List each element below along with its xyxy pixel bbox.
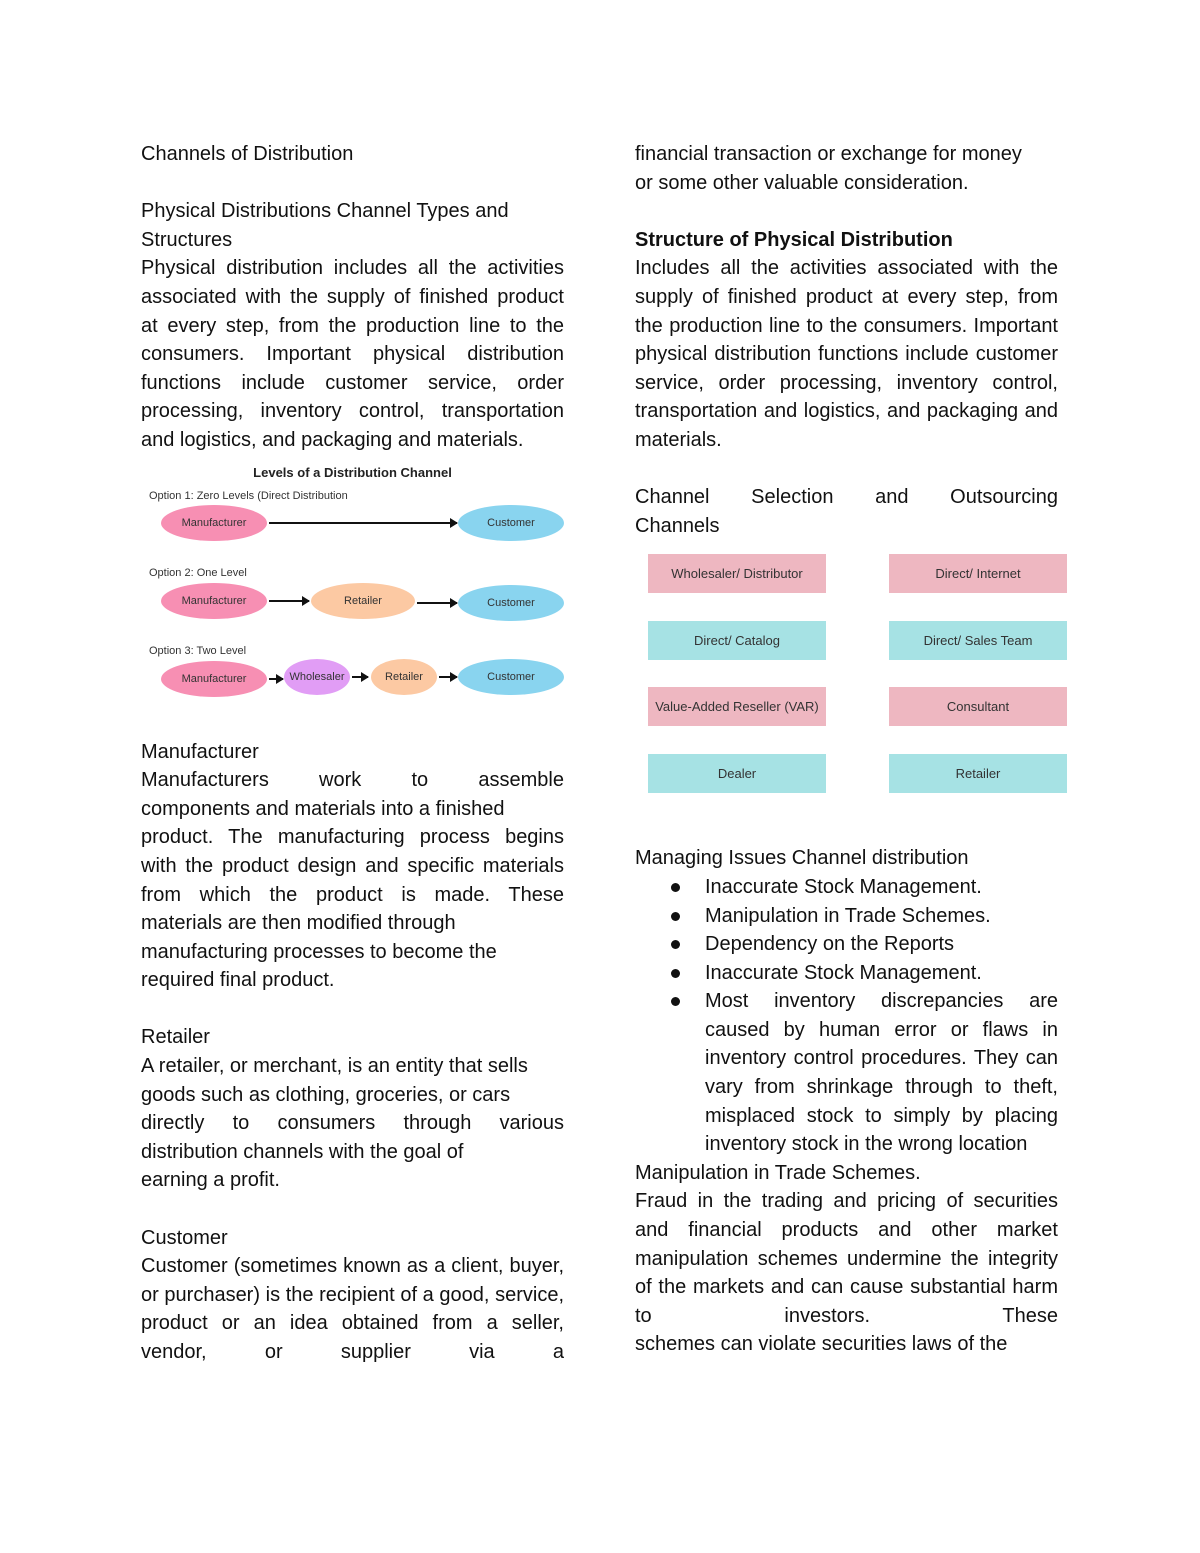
channel-box: Value-Added Reseller (VAR) xyxy=(648,687,826,726)
diagram-manufacturer-node: Manufacturer xyxy=(161,505,267,541)
diagram-arrow xyxy=(352,676,368,678)
structure-heading: Structure of Physical Distribution xyxy=(635,228,953,251)
diagram-option-3-label: Option 3: Two Level xyxy=(149,644,247,657)
manufacturer-body-line: components and materials into a finished xyxy=(141,797,505,820)
channel-box: Direct/ Sales Team xyxy=(889,621,1067,660)
channel-box: Wholesaler/ Distributor xyxy=(648,554,826,593)
issue-item: Most inventory discrepancies are caused by human error or flaws in inventory control procedures. They can vary from shrinkage through to theft, misplaced stock to simply by placing inventory stock in the wrong location xyxy=(635,987,1058,1159)
manipulation-heading: Manipulation in Trade Schemes. xyxy=(635,1161,921,1184)
distribution-levels-diagram xyxy=(141,465,564,720)
manufacturer-body: product. The manufacturing process begins with the product design and specific materials from which the product is made. These materials are then modified through xyxy=(141,826,564,935)
manufacturer-body-line: manufacturing processes to become the xyxy=(141,940,497,963)
issue-item: Inaccurate Stock Management. xyxy=(635,959,1058,988)
diagram-customer-node: Customer xyxy=(458,505,564,541)
diagram-arrow xyxy=(439,676,457,678)
physical-distribution-body: Physical distribution includes all the activities associated with the supply of finished product at every step, from the production line to the consumers. Important physical distribution functions include customer service, order processing, inventory control, transportation and logistics, and packaging and materials. xyxy=(141,257,564,451)
diagram-manufacturer-node: Manufacturer xyxy=(161,583,267,619)
customer-heading: Customer xyxy=(141,1226,228,1249)
diagram-retailer-node: Retailer xyxy=(371,659,437,695)
left-column xyxy=(141,140,564,1367)
channel-box: Direct/ Catalog xyxy=(648,621,826,660)
issue-item: Manipulation in Trade Schemes. xyxy=(635,902,1058,931)
diagram-title: Levels of a Distribution Channel xyxy=(253,464,452,480)
manipulation-body: Fraud in the trading and pricing of securities and financial products and other market manipulation schemes undermine the integrity of the markets and can cause substantial harm to investors. These xyxy=(635,1190,1058,1327)
customer-body-continuation: or some other valuable consideration. xyxy=(635,171,969,194)
retailer-body-line: A retailer, or merchant, is an entity that sells xyxy=(141,1055,528,1078)
diagram-manufacturer-node: Manufacturer xyxy=(161,661,267,697)
manipulation-body-end: schemes can violate securities laws of the xyxy=(635,1333,1008,1356)
retailer-heading: Retailer xyxy=(141,1026,210,1049)
channel-box: Retailer xyxy=(889,754,1067,793)
channel-box: Dealer xyxy=(648,754,826,793)
diagram-wholesaler-node: Wholesaler xyxy=(284,659,350,695)
diagram-arrow xyxy=(269,600,309,602)
right-column xyxy=(635,140,1058,1359)
section-heading-physical-distribution: Physical Distributions Channel Types and xyxy=(141,200,509,223)
channel-selection-heading-cont: Channels xyxy=(635,514,720,537)
customer-body: Customer (sometimes known as a client, buyer, or purchaser) is the recipient of a good, service, product or an idea obtained from a seller, vendor, or supplier via a xyxy=(141,1255,564,1363)
structure-body: Includes all the activities associated with the supply of finished product at every step, from the production line to the consumers. Important physical distribution functions include customer service, order processing, inventory control, transportation and logistics, and packaging and materials. xyxy=(635,257,1058,451)
manufacturer-body-line: Manufacturers work to assemble xyxy=(141,769,564,792)
diagram-customer-node: Customer xyxy=(458,659,564,695)
channel-box: Consultant xyxy=(889,687,1067,726)
diagram-option-1-label: Option 1: Zero Levels (Direct Distribution xyxy=(149,489,348,502)
issue-item: Inaccurate Stock Management. xyxy=(635,873,1058,902)
manufacturer-heading: Manufacturer xyxy=(141,740,259,763)
channel-box: Direct/ Internet xyxy=(889,554,1067,593)
issues-heading: Managing Issues Channel distribution xyxy=(635,847,969,870)
diagram-option-2-label: Option 2: One Level xyxy=(149,566,247,579)
channel-options-grid xyxy=(635,554,1058,804)
section-heading-physical-distribution-cont: Structures xyxy=(141,228,233,251)
document-title: Channels of Distribution xyxy=(141,143,354,165)
issue-item: Dependency on the Reports xyxy=(635,930,1058,959)
diagram-retailer-node: Retailer xyxy=(311,583,415,619)
customer-body-continuation: financial transaction or exchange for money xyxy=(635,143,1022,165)
manufacturer-body-line: required final product. xyxy=(141,969,335,992)
issues-list xyxy=(635,873,1058,1159)
diagram-arrow xyxy=(269,678,283,680)
retailer-body: directly to consumers through various distribution channels with the goal of xyxy=(141,1112,564,1163)
diagram-arrow xyxy=(269,522,457,524)
retailer-body-line: goods such as clothing, groceries, or cars xyxy=(141,1083,511,1106)
channel-selection-heading: Channel Selection and Outsourcing xyxy=(635,486,1058,509)
diagram-arrow xyxy=(417,602,457,604)
retailer-body-line: earning a profit. xyxy=(141,1169,280,1192)
diagram-customer-node: Customer xyxy=(458,585,564,621)
